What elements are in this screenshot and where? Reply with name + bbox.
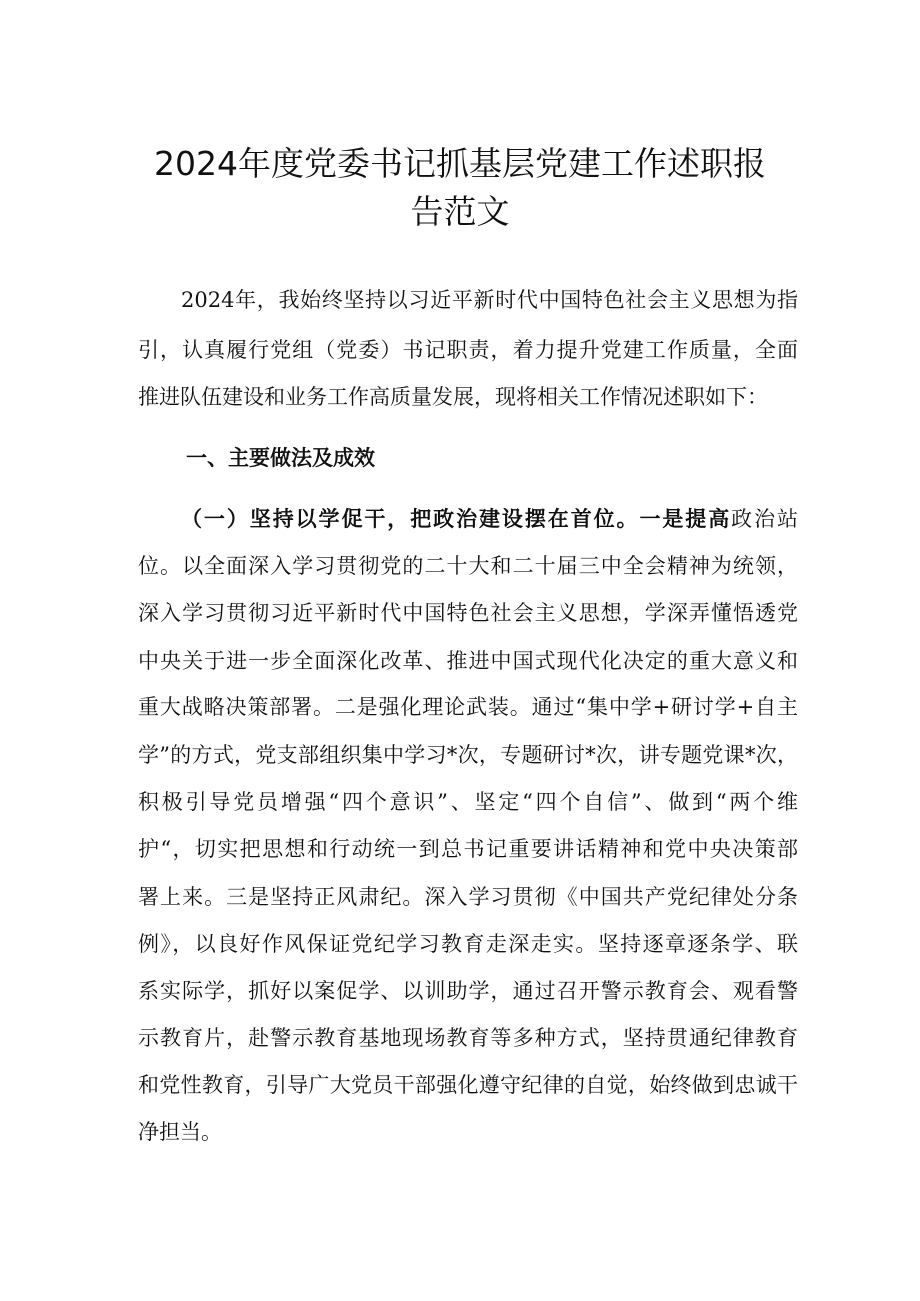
body-line: 和党性教育，引导广大党员干部强化遵守纪律的自觉，始终做到忠诚干 (138, 1073, 798, 1097)
body-line: 积极引导党员增强“四个意识”、坚定“四个自信”、做到“两个维 (138, 790, 798, 814)
document-title-line-1: 2024年度党委书记抓基层党建工作述职报 (154, 144, 766, 183)
subsection-heading-tail: 政治站 (731, 507, 799, 531)
body-line: 中央关于进一步全面深化改革、推进中国式现代化决定的重大意义和 (138, 649, 798, 673)
body-line: 学”的方式，党支部组织集中学习*次，专题研讨*次，讲专题党课*次， (138, 743, 798, 767)
body-line: 示教育片，赴警示教育基地现场教育等多种方式，坚持贯通纪律教育 (138, 1026, 798, 1050)
body-line: 系实际学，抓好以案促学、以训助学，通过召开警示教育会、观看警 (138, 979, 798, 1003)
body-line: 例》，以良好作风保证党纪学习教育走深走实。坚持逐章逐条学、联 (138, 932, 798, 956)
body-line: 重大战略决策部署。二是强化理论武装。通过“集中学+研讨学+自主 (138, 695, 798, 719)
document-title-line-2: 告范文 (410, 192, 510, 231)
body-line: 净担当。 (138, 1120, 222, 1144)
body-line: 护“，切实把思想和行动统一到总书记重要讲话精神和党中央决策部 (138, 837, 798, 861)
body-line: 位。以全面深入学习贯彻党的二十大和二十届三中全会精神为统领， (138, 554, 798, 578)
body-line: 署上来。三是坚持正风肃纪。深入学习贯彻《中国共产党纪律处分条 (138, 885, 798, 909)
section-heading: 一、主要做法及成效 (186, 445, 375, 470)
intro-line: 推进队伍建设和业务工作高质量发展，现将相关工作情况述职如下： (138, 385, 768, 409)
body-line: 深入学习贯彻习近平新时代中国特色社会主义思想，学深弄懂悟透党 (138, 601, 798, 625)
subsection-heading-line (181, 504, 798, 534)
intro-line: 2024年，我始终坚持以习近平新时代中国特色社会主义思想为指 (181, 288, 798, 312)
intro-line: 引，认真履行党组（党委）书记职责，着力提升党建工作质量，全面 (138, 338, 798, 362)
subsection-heading: （一）坚持以学促干，把政治建设摆在首位。一是提高 (181, 506, 732, 531)
